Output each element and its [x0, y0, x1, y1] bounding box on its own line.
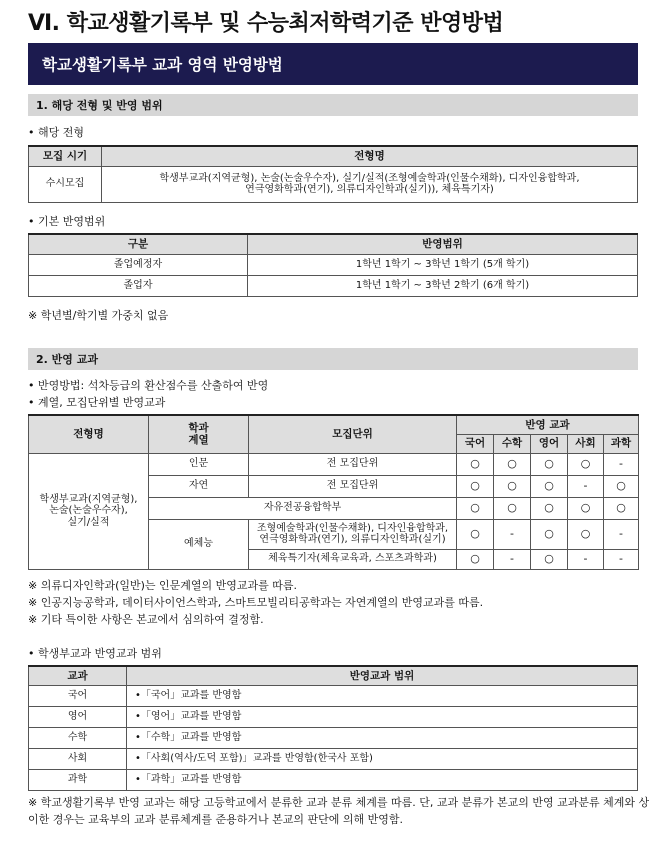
cell-range: 1학년 1학기 ~ 3학년 1학기 (5개 학기): [248, 254, 638, 275]
cell-series: 예체능: [149, 519, 249, 569]
cell-subject-range: •「영어」교과를 반영함: [127, 706, 638, 727]
mark-cell: ○: [494, 475, 531, 497]
mark-cell: ○: [457, 475, 494, 497]
bullet-target-track: • 해당 전형: [28, 126, 84, 139]
section-banner: 학교생활기록부 교과 영역 반영방법: [28, 43, 638, 85]
mark-cell: ○: [531, 549, 568, 569]
final-note: ※ 학교생활기록부 반영 교과는 해당 고등학교에서 분류한 교과 분류 체계를 따름. 단, 교과 분류가 본교의 반영 교과분류 체계와 상이한 경우는 교육부의 교과 분류체계를 준용하거나 본교의 판단에 의해 반영함.: [28, 796, 650, 826]
col-header-series: 학과 계열: [149, 415, 249, 453]
cell-series: 인문: [149, 453, 249, 475]
col-header-track-name: 전형명: [29, 415, 149, 453]
subject-range-table: [28, 665, 638, 791]
col-header-unit: 모집단위: [249, 415, 457, 453]
subject-header: 과학: [604, 434, 639, 453]
note-other: ※ 기타 특이한 사항은 본교에서 심의하여 결정함.: [28, 613, 264, 626]
cell-period: 수시모집: [29, 166, 102, 202]
mark-cell: ○: [531, 453, 568, 475]
section1-heading: 1. 해당 전형 및 반영 범위: [28, 94, 638, 116]
cell-subject-range: •「과학」교과를 반영함: [127, 769, 638, 790]
mark-cell: -: [604, 519, 639, 549]
bullet-base-range: • 기본 반영범위: [28, 215, 106, 228]
track-line-1: 학생부교과(지역균형), 논술(논술우수자), 실기/실적(조형예술학과(인물수채화), 디자인융합학과,: [159, 172, 580, 184]
mark-cell: ○: [568, 497, 604, 519]
mark-cell: -: [604, 453, 639, 475]
mark-cell: ○: [457, 549, 494, 569]
cell-subject-range: •「사회(역사/도덕 포함)」교과를 반영함(한국사 포함): [127, 748, 638, 769]
cell-track-names: [102, 166, 638, 202]
mark-cell: -: [568, 475, 604, 497]
mark-cell: ○: [531, 497, 568, 519]
cell-subject-range: •「국어」교과를 반영함: [127, 685, 638, 706]
cell-unit: 전 모집단위: [249, 453, 457, 475]
cell-subject: 영어: [29, 706, 127, 727]
track-line-2: 연극영화학과(연기), 의류디자인학과(실기)), 체육특기자): [245, 184, 494, 195]
subject-header: 사회: [568, 434, 604, 453]
cell-subject: 과학: [29, 769, 127, 790]
mark-cell: -: [494, 549, 531, 569]
col-header-track: 전형명: [102, 146, 638, 166]
cell-type: 졸업예정자: [29, 254, 248, 275]
bullet-method: • 반영방법: 석차등급의 환산점수를 산출하여 반영: [28, 379, 269, 392]
cell-unit: 전 모집단위: [249, 475, 457, 497]
col-header-subject-range: 반영교과 범위: [127, 666, 638, 685]
cell-series: 자연: [149, 475, 249, 497]
mark-cell: ○: [604, 475, 639, 497]
section2-heading: 2. 반영 교과: [28, 348, 638, 370]
col-header-period: 모집 시기: [29, 146, 102, 166]
subject-header: 영어: [531, 434, 568, 453]
mark-cell: ○: [457, 453, 494, 475]
cell-unit: 조형예술학과(인물수채화), 디자인융합학과, 연극영화학과(연기), 의류디자인학과(실기): [249, 519, 457, 549]
col-header-range: 반영범위: [248, 234, 638, 254]
cell-subject: 사회: [29, 748, 127, 769]
col-header-subjects: 반영 교과: [457, 415, 639, 434]
bullet-subject-range: • 학생부교과 반영교과 범위: [28, 647, 162, 660]
mark-cell: ○: [531, 519, 568, 549]
cell-track-group: 학생부교과(지역균형), 논술(논술우수자), 실기/실적: [29, 453, 149, 569]
mark-cell: ○: [494, 497, 531, 519]
mark-cell: ○: [494, 453, 531, 475]
cell-subject: 국어: [29, 685, 127, 706]
bullet-by-series: • 계열, 모집단위별 반영교과: [28, 396, 166, 409]
page-title: Ⅵ. 학교생활기록부 및 수능최저학력기준 반영방법: [28, 11, 504, 36]
cell-subject: 수학: [29, 727, 127, 748]
cell-unit: 자유전공융합학부: [149, 497, 457, 519]
mark-cell: ○: [457, 519, 494, 549]
mark-cell: ○: [568, 519, 604, 549]
subject-header: 국어: [457, 434, 494, 453]
range-table: [28, 233, 638, 297]
col-header-type: 구분: [29, 234, 248, 254]
mark-cell: ○: [568, 453, 604, 475]
mark-cell: -: [568, 549, 604, 569]
cell-type: 졸업자: [29, 275, 248, 296]
track-table: [28, 145, 638, 203]
cell-subject-range: •「수학」교과를 반영함: [127, 727, 638, 748]
mark-cell: ○: [531, 475, 568, 497]
mark-cell: ○: [604, 497, 639, 519]
note-fashion: ※ 의류디자인학과(일반)는 인문계열의 반영교과를 따름.: [28, 579, 298, 592]
note-no-weight: ※ 학년별/학기별 가중치 없음: [28, 309, 169, 322]
col-header-subject: 교과: [29, 666, 127, 685]
subjects-table: [28, 414, 639, 570]
cell-range: 1학년 1학기 ~ 3학년 2학기 (6개 학기): [248, 275, 638, 296]
mark-cell: ○: [457, 497, 494, 519]
mark-cell: -: [604, 549, 639, 569]
cell-unit: 체육특기자(체육교육과, 스포츠과학과): [249, 549, 457, 569]
note-engineering: ※ 인공지능공학과, 데이터사이언스학과, 스마트모빌리티공학과는 자연계열의 반영교과를 따름.: [28, 596, 484, 609]
subject-header: 수학: [494, 434, 531, 453]
mark-cell: -: [494, 519, 531, 549]
